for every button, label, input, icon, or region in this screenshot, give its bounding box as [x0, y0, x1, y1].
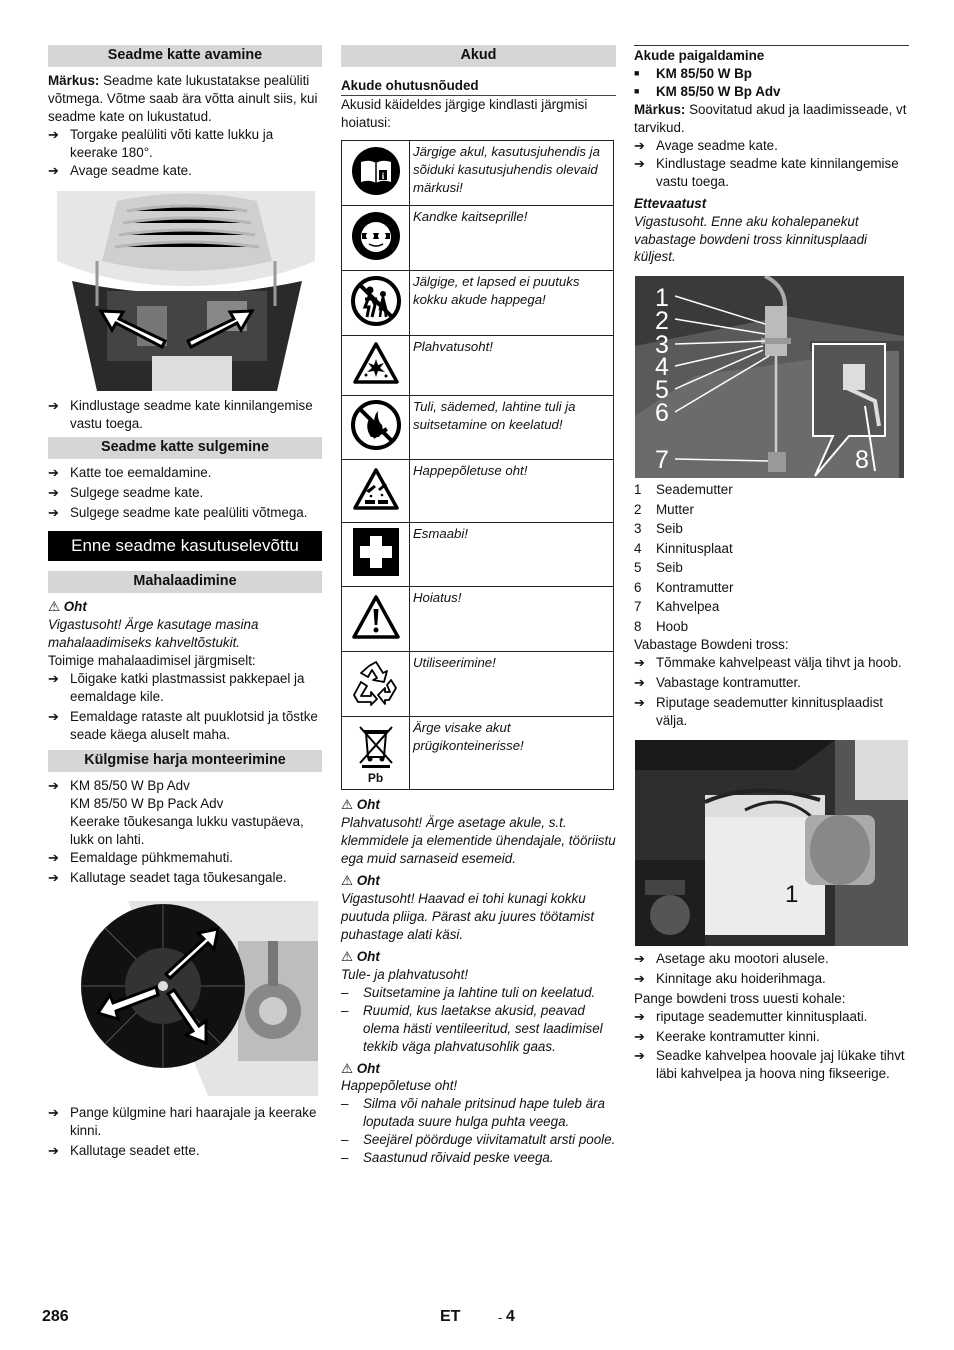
caution-heading: Ettevaatust [634, 195, 707, 211]
danger-text: Plahvatusoht! Ärge asetage akule, s.t. klemmidele ja elementide ühendajale, tööriistu ega muid sarnaseid esemeid. [341, 815, 616, 867]
step: ➔ Sulgege seadme kate. [48, 485, 204, 501]
symbol-row: Jälgige, et lapsed ei puutuks kokku akude happega! [342, 271, 614, 336]
dash-item: – Suitsetamine ja lahtine tuli on keelatud. [341, 984, 596, 1000]
model-line: KM 85/50 W Bp Pack Adv [70, 796, 224, 812]
arrow-icon: ➔ [48, 671, 59, 687]
callout-7: 7 [655, 446, 669, 475]
arrow-icon: ➔ [48, 1105, 59, 1121]
arrow-icon: ➔ [634, 694, 645, 710]
symbol-row: Happepõletuse oht! [342, 460, 614, 523]
symbol-row: Kandke kaitseprille! [342, 206, 614, 271]
side-brush-photo [68, 901, 318, 1096]
callout-2: 2 [655, 307, 669, 336]
arrow-icon: ➔ [634, 674, 645, 690]
legend-item: 4 Kinnitusplaat [634, 540, 733, 556]
arrow-icon: ➔ [48, 465, 59, 481]
step: ➔ Keerake kontramutter kinni. [634, 1028, 820, 1044]
step: ➔ Seadke kahvelpea hoovale jaj lükake tihvt läbi kahvelpea ja hoova ning fikseerige. [634, 1048, 905, 1082]
step: ➔ Pange külgmine hari haarajale ja keerake kinni. [48, 1105, 317, 1139]
step: ➔ Tõmmake kahvelpeast välja tihvt ja hoob. [634, 654, 902, 670]
symbol-row: Utiliseerimine! [342, 652, 614, 717]
cover-open-photo [57, 191, 315, 391]
arrow-icon: ➔ [48, 778, 59, 794]
arrow-icon: ➔ [48, 505, 59, 521]
symbol-row: Esmaabi! [342, 523, 614, 587]
step: ➔ Katte toe eemaldamine. [48, 465, 212, 481]
danger-heading: ⚠ Oht [48, 599, 87, 615]
callout-6: 6 [655, 399, 669, 428]
photo-callout-1: 1 [785, 880, 799, 908]
section-title-side-brush: Külgmise harja monteerimine [48, 750, 322, 772]
dash-item: – Seejärel pöörduge viivitamatult arsti poole. [341, 1132, 616, 1148]
arrow-icon: ➔ [634, 1048, 645, 1064]
warning-triangle-icon: ⚠ [341, 872, 354, 888]
section-page-number: 4 [506, 1308, 515, 1325]
lead-symbol: Pb [367, 770, 384, 785]
read-manual-icon [351, 146, 401, 196]
legend-item: 1 Seademutter [634, 482, 733, 498]
figure-legend [634, 480, 909, 636]
step: ➔ Kallutage seadet taga tõukesangale. [48, 870, 287, 886]
arrow-icon: ➔ [48, 127, 59, 143]
legend-item: 8 Hoob [634, 618, 689, 634]
arrow-icon: ➔ [48, 870, 59, 886]
section-title-close-cover: Seadme katte sulgemine [48, 437, 322, 459]
subsection-title: Akude ohutusnõuded [341, 77, 616, 96]
section-title-install-batteries: Akude paigaldamine [634, 45, 909, 65]
model-item: ■ KM 85/50 W Bp [634, 65, 752, 81]
symbol-row: Plahvatusoht! [342, 336, 614, 396]
arrow-icon: ➔ [634, 970, 645, 986]
step: ➔ Avage seadme kate. [634, 137, 778, 153]
first-aid-icon [352, 527, 400, 577]
step: ➔ riputage seademutter kinnitusplaati. [634, 1008, 868, 1024]
arrow-icon: ➔ [634, 155, 645, 171]
dash-item: – Ruumid, kus laetakse akusid, peavad olema hästi ventileeritud, sest laadimisel tekkib väga plahvatusohlik gaas. [341, 1002, 603, 1054]
arrow-icon: ➔ [48, 485, 59, 501]
dash-item: – Silma või nahale pritsinud hape tuleb ära loputada suure hulga puhta veega. [341, 1096, 605, 1130]
battery-photo [635, 740, 908, 946]
section-title-unloading: Mahalaadimine [48, 571, 322, 593]
dash-item: – Saastunud rõivaid peske veega. [341, 1150, 554, 1166]
step: ➔ Vabastage kontramutter. [634, 674, 801, 690]
note: Märkus: Soovitatud akud ja laadimisseade, vt tarvikud. [634, 101, 907, 135]
intro-text: Pange bowdeni tross uuesti kohale: [634, 990, 846, 1006]
bowden-cable-photo [635, 276, 904, 478]
caution-icon [351, 594, 401, 640]
step: ➔ Kallutage seadet ette. [48, 1143, 200, 1159]
arrow-icon: ➔ [48, 850, 59, 866]
step: ➔ Kindlustage seadme kate kinnilangemise vastu toega. [634, 155, 899, 189]
step: ➔ Torgake pealüliti võti katte lukku ja keerake 180°. [48, 127, 274, 161]
note: Märkus: Seadme kate lukustatakse pealüliti võtmega. Võtme saab ära võtta ainult siis, kui seadme kate on lukustatud. [48, 73, 318, 125]
arrow-icon: ➔ [48, 398, 59, 414]
intro-text: Toimige mahalaadimisel järgmiselt: [48, 653, 256, 669]
legend-item: 6 Kontramutter [634, 579, 734, 595]
goggles-icon [351, 211, 401, 261]
legend-item: 5 Seib [634, 560, 683, 576]
step: ➔ Lõigake katki plastmassist pakkepael ja eemaldage kile. [48, 671, 305, 705]
danger-text: Vigastusoht! Haavad ei tohi kunagi kokku puutuda pliiga. Pärast aku juures töötamist puhastage alati käsi. [341, 890, 595, 942]
column-left [48, 45, 322, 1160]
no-bin-icon [354, 723, 398, 769]
svg-text:i: i [381, 170, 384, 181]
step: ➔ Riputage seademutter kinnitusplaadist välja. [634, 694, 884, 728]
section-title-open-cover: Seadme katte avamine [48, 45, 322, 67]
arrow-icon: ➔ [634, 654, 645, 670]
explosion-icon [352, 341, 400, 385]
callout-8: 8 [855, 446, 869, 475]
chapter-title: Enne seadme kasutuselevõttu [48, 531, 322, 561]
step: ➔ Sulgege seadme kate pealüliti võtmega. [48, 505, 308, 521]
section-title-batteries: Akud [341, 45, 616, 67]
callout-1: 1 [655, 284, 669, 313]
arrow-icon: ➔ [634, 1008, 645, 1024]
no-children-icon [350, 275, 402, 327]
column-right [634, 45, 909, 1083]
step: ➔ Avage seadme kate. [48, 163, 192, 179]
callout-5: 5 [655, 376, 669, 405]
acid-burn-icon [352, 467, 400, 511]
symbol-row: Pb Ärge visake akut prügikonteinerisse! [342, 717, 614, 790]
warning-triangle-icon: ⚠ [341, 948, 354, 964]
column-middle [341, 45, 616, 1167]
step: ➔ Eemaldage pühkmemahuti. [48, 850, 234, 866]
warning-triangle-icon: ⚠ [48, 599, 61, 615]
danger-heading: ⚠ Oht [341, 797, 380, 813]
step: ➔ Asetage aku mootori alusele. [634, 950, 829, 966]
symbol-row: Tuli, sädemed, lahtine tuli ja suitsetamine on keelatud! [342, 396, 614, 460]
danger-heading: ⚠ Oht [341, 948, 380, 964]
step: ➔ Kinnitage aku hoiderihmaga. [634, 970, 826, 986]
step: ➔ Kindlustage seadme kate kinnilangemise vastu toega. [48, 398, 313, 431]
arrow-icon: ➔ [634, 950, 645, 966]
arrow-icon: ➔ [48, 1143, 59, 1159]
intro-text: Akusid käideldes järgige kindlasti järgmisi hoiatusi: [341, 97, 588, 131]
warning-triangle-icon: ⚠ [341, 797, 354, 813]
page-number: 286 [42, 1308, 69, 1325]
legend-item: 3 Seib [634, 521, 683, 537]
danger-text: Happepõletuse oht! [341, 1078, 458, 1094]
arrow-icon: ➔ [48, 709, 59, 725]
footer-separator: - [498, 1310, 503, 1325]
intro-text: Vabastage Bowdeni tross: [634, 636, 789, 652]
callout-3: 3 [655, 331, 669, 360]
no-fire-icon [350, 399, 402, 451]
danger-text: Tule- ja plahvatusoht! [341, 966, 469, 982]
danger-text: Vigastusoht! Ärge kasutage masina mahalaadimiseks kahveltõstukit. [48, 617, 259, 651]
model-item: ■ KM 85/50 W Bp Adv [634, 83, 781, 99]
arrow-icon: ➔ [634, 1028, 645, 1044]
warning-triangle-icon: ⚠ [341, 1060, 354, 1076]
legend-item: 2 Mutter [634, 501, 694, 517]
step: ➔ Eemaldage rataste alt puuklotsid ja tõstke seade käega aluselt maha. [48, 709, 318, 743]
symbol-row: i Järgige akul, kasutusjuhendis ja sõiduki kasutusjuhendis olevaid märkusi! [342, 141, 614, 206]
recycle-icon [351, 658, 401, 706]
square-bullet-icon: ■ [634, 67, 640, 78]
danger-heading: ⚠ Oht [341, 1060, 380, 1076]
legend-item: 7 Kahvelpea [634, 599, 720, 615]
danger-heading: ⚠ Oht [341, 872, 380, 888]
arrow-icon: ➔ [48, 163, 59, 179]
step-continuation: Keerake tõukesanga lukku vastupäeva, lukk on lahti. [70, 814, 304, 848]
language-code: ET [440, 1308, 461, 1325]
step: ➔ KM 85/50 W Bp Adv [48, 778, 190, 794]
symbol-row: Hoiatus! [342, 587, 614, 652]
square-bullet-icon: ■ [634, 85, 640, 96]
callout-4: 4 [655, 353, 669, 382]
safety-symbols-table [341, 140, 614, 790]
caution-text: Vigastusoht. Enne aku kohalepanekut vabastage bowdeni tross kinnitusplaadi küljest. [634, 213, 867, 265]
arrow-icon: ➔ [634, 137, 645, 153]
